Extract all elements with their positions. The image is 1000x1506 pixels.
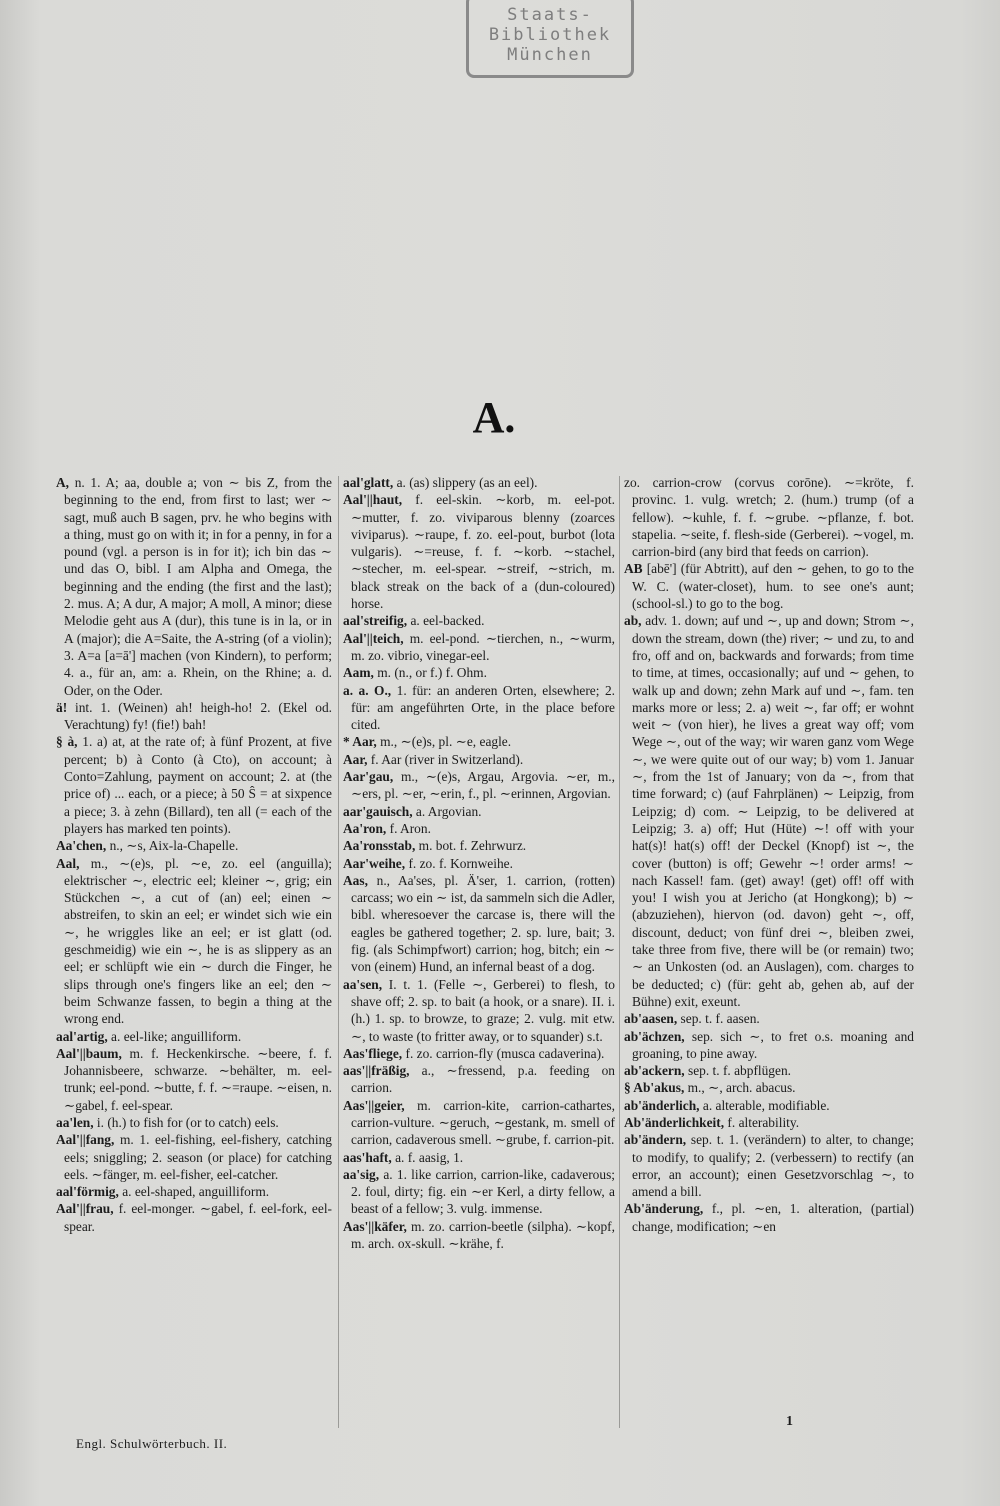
entry-definition: a. Argovian. bbox=[412, 803, 482, 819]
dictionary-entry bbox=[56, 1200, 332, 1235]
entry-definition: sep. t. f. aasen. bbox=[677, 1011, 760, 1027]
dictionary-entry bbox=[343, 612, 615, 629]
entry-definition: 1. a) at, at the rate of; à fünf Prozent, at five percent; b) à Conto (à Cto), on account; à Conto=Zahlung, payment on account; 2. at (the price of) ... each, or a piece; à 50 Ŝ = at sixpence a piece; 3. à zehn (Billard), ten all (= each of the players has marked ten points). bbox=[64, 734, 332, 836]
column-divider bbox=[338, 476, 339, 1428]
entry-definition: m. 1. eel-fishing, eel-fishery, catching eels; sniggling; 2. season (or place) for catching eels. ∼fänger, m. eel-fisher, eel-catcher. bbox=[64, 1132, 332, 1182]
entry-headword: Aal'||baum, bbox=[56, 1045, 122, 1061]
entry-headword: ab, bbox=[624, 613, 642, 629]
entry-definition: m., ∼, arch. abacus. bbox=[684, 1080, 796, 1096]
entry-definition: m., ∼(e)s, pl. ∼e, zo. eel (anguilla); elektrischer ∼, electric eel; kleiner ∼, grig; ein Stückchen ∼, a cut of (an) eel; einen ∼ abstreifen, to skin an eel; er windet sich wie ein ∼, he wriggles like an eel; er ist glatt (od. geschmeidig) wie ein ∼, he is as slippery as an eel; er schlüpft wie ein ∼ durch die Finger, he slips through one's fingers like an eel; den ∼ beim Schwanze fassen, to begin a thing at the wrong end. bbox=[64, 855, 332, 1027]
dictionary-entry bbox=[343, 474, 615, 491]
entry-definition: m. zo. carrion-beetle (silpha). ∼kopf, m. arch. ox-skull. ∼krähe, f. bbox=[351, 1218, 615, 1252]
stamp-line-3: München bbox=[507, 45, 593, 65]
entry-definition: a. eel-shaped, anguilliform. bbox=[118, 1184, 270, 1200]
dictionary-entry bbox=[343, 733, 615, 750]
entry-definition: adv. 1. down; auf und ∼, up and down; Strom ∼, down the stream, down (the) river; ∼ und zu, to and fro, off and on, backwards and forwards; from time to time, at times, occasionally; auf und ∼ gehen, to walk up and down; zehn Mark auf und ∼, fam. ten marks more or less; 2. a) weit ∼, far off; er wohnt weit ∼ (von hier), he lives a great way off; vom Wege ∼, out of the way; wir waren ganz vom Wege ∼, we were quite out of our way; b) vom 1. Januar ∼, from the 1st of January; von da ∼, from that time forward; c) (auf Fahrplänen) ∼ Leipzig, from Leipzig; d) com. ∼ Leipzig, to be delivered at Leipzig; 3. a) off; Hut (Hüte) ∼! off with your hat(s)! hat(s) off! der Deckel (Knopf) ist ∼, the cover (button) is off; Gewehr ∼! order arms! ∼ nach Kassel! fam. (get) away! (get) off! off with you! I wish you at Jericho (at Hongkong); b) ∼ (abzuziehen), hiervon (od. davon) geht ∼, off, discount, deduct; von fünf drei ∼, bleiben zwei, take three from five, there will be (or remain) two; ∼ an Unkosten (od. an Auslagen), com. charges to be deducted; c) (für: geht ab, gehen ab, auf der Bühne) exit, exeunt. bbox=[632, 613, 914, 1009]
dictionary-entry bbox=[56, 1131, 332, 1183]
dictionary-entry bbox=[343, 855, 615, 872]
entry-headword: Aar'gau, bbox=[343, 769, 394, 785]
dictionary-entry bbox=[343, 664, 615, 681]
entry-definition: m., ∼(e)s, pl. ∼e, eagle. bbox=[376, 734, 512, 750]
entry-headword: Aal'||frau, bbox=[56, 1201, 114, 1217]
entry-headword: § Ab'akus, bbox=[624, 1080, 685, 1096]
entry-headword: aa'sen, bbox=[343, 976, 383, 992]
entry-definition: sep. sich ∼, to fret o.s. moaning and groaning, to pine away. bbox=[632, 1028, 914, 1061]
entry-definition: a. (as) slippery (as an eel). bbox=[393, 475, 538, 490]
dictionary-entry bbox=[343, 1045, 615, 1062]
dictionary-entry bbox=[624, 1131, 914, 1200]
dictionary-entry bbox=[624, 1079, 914, 1096]
entry-definition: I. t. 1. (Felle ∼, Gerberei) to flesh, to shave off; 2. sp. to bait (a hook, or a snare). II. i. (h.) 1. sp. to browze, to graze; 2. vulg. mit etw. ∼, to waste (to fritter away, or to squander) s.t. bbox=[351, 976, 615, 1044]
entry-headword: § à, bbox=[56, 734, 78, 750]
entry-definition: m. eel-pond. ∼tierchen, n., ∼wurm, m. zo. vibrio, vinegar-eel. bbox=[351, 630, 615, 663]
entry-headword: ab'ändern, bbox=[624, 1132, 687, 1148]
dictionary-entry bbox=[343, 768, 615, 803]
entry-definition: sep. t. f. abpflügen. bbox=[684, 1063, 791, 1079]
dictionary-entry bbox=[624, 560, 914, 612]
entry-headword: aas'||fräßig, bbox=[343, 1063, 410, 1079]
entry-definition: int. 1. (Weinen) ah! heigh-ho! 2. (Ekel od. Verachtung) fy! (fie!) bah! bbox=[64, 699, 332, 733]
entry-headword: Aa'ronsstab, bbox=[343, 838, 416, 854]
entry-definition: n., ∼s, Aix-la-Chapelle. bbox=[106, 838, 239, 854]
page-number: 1 bbox=[786, 1414, 793, 1429]
column-3 bbox=[624, 474, 914, 1434]
entry-headword: ab'ackern, bbox=[624, 1063, 685, 1079]
stamp-line-1: Staats- bbox=[507, 5, 593, 25]
entry-headword: a. a. O., bbox=[343, 682, 392, 698]
entry-definition: [abē'] (für Abtritt), auf den ∼ gehen, to go to the W. C. (water-closet), hum. to see one's aunt; (school-sl.) to go to the bog. bbox=[632, 561, 914, 612]
dictionary-entry bbox=[343, 630, 615, 665]
stamp-line-2: Bibliothek bbox=[488, 25, 612, 45]
dictionary-entry bbox=[56, 699, 332, 734]
dictionary-entry bbox=[343, 820, 615, 837]
entry-headword: aar'gauisch, bbox=[343, 803, 413, 819]
entry-definition: m. (n., or f.) f. Ohm. bbox=[373, 665, 487, 681]
entry-definition: n., Aa'ses, pl. Ä'ser, 1. carrion, (rotten) carcass; wo ein ∼ ist, da sammeln sich die Adler, bibl. wheresoever the carcase is, there will the eagles be gathered together; 2. sp. lure, bait; 3. fig. (als Schimpfwort) carrion; hog, bitch; ein ∼ von (einem) Hund, an infernal beast of a dog. bbox=[351, 872, 615, 975]
dictionary-entry bbox=[624, 612, 914, 1010]
entry-headword: A, bbox=[56, 475, 70, 490]
dictionary-entry bbox=[56, 1028, 332, 1045]
page-footer: Engl. Schulwörterbuch. II. bbox=[76, 1436, 228, 1451]
entry-headword: AB bbox=[624, 561, 643, 577]
entry-headword: Aam, bbox=[343, 665, 374, 681]
entry-definition: m. bot. f. Zehrwurz. bbox=[415, 838, 527, 854]
entry-definition: zo. carrion-crow (corvus corōne). ∼=kröte, f. provinc. 1. vulg. wretch; 2. (hum.) trump (of a fellow). ∼kuhle, f. f. ∼grube. ∼pflanze, f. bot. stapelia. ∼seite, f. flesh-side (Gerberei). ∼vogel, m. carrion-bird (any bird that feeds on carrion). bbox=[624, 475, 914, 560]
dictionary-entry bbox=[56, 1114, 332, 1131]
entry-definition: a. alterable, modifiable. bbox=[699, 1097, 830, 1113]
dictionary-entry bbox=[624, 1200, 914, 1235]
dictionary-entry bbox=[343, 682, 615, 734]
entry-definition: n. 1. A; aa, double a; von ∼ bis Z, from the beginning to the end, from first to last; wer ∼ sagt, muß auch B sagen, prv. he who begins with a thing, must go on with it; in for a penny, in for a pound (vgl. a person is in for it); ich bin das ∼ und das O, bibl. I am Alpha and Omega, the beginning and the ending (the first and the last); 2. mus. A; A dur, A major; A moll, A minor; diese Melodie geht aus A (dur), this tune is in la, or in A (major); die A=Saite, the A-string (of a violin); 3. A=a [a=ā'] machen (von Kindern), to perform; 4. a., für an, am: a. Rhein, on the Rhine; a. d. Oder, on the Oder. bbox=[64, 475, 332, 698]
dictionary-entry bbox=[56, 837, 332, 854]
entry-definition: f. eel-monger. ∼gabel, f. eel-fork, eel-spear. bbox=[64, 1201, 332, 1234]
entry-definition: f. zo. f. Kornweihe. bbox=[405, 855, 513, 871]
column-1 bbox=[56, 474, 332, 1454]
entry-definition: m., ∼(e)s, Argau, Argovia. ∼er, m., ∼ers, pl. ∼er, ∼erin, f., pl. ∼erinnen, Argovian. bbox=[351, 769, 615, 802]
entry-definition: f., pl. ∼en, 1. alteration, (partial) change, modification; ∼en bbox=[632, 1201, 914, 1234]
entry-headword: Aas'fliege, bbox=[343, 1045, 403, 1061]
dictionary-entry bbox=[56, 733, 332, 837]
entry-definition: a. 1. like carrion, carrion-like, cadaverous; 2. foul, dirty; fig. ein ∼er Kerl, a dirty fellow, a beast of a fellow; 3. vulg. immense. bbox=[351, 1166, 615, 1217]
dictionary-entry bbox=[343, 751, 615, 768]
entry-definition: a. eel-like; anguilliform. bbox=[107, 1028, 242, 1044]
entry-headword: aal'glatt, bbox=[343, 475, 394, 490]
entry-definition: a. eel-backed. bbox=[407, 613, 485, 629]
dictionary-entry bbox=[624, 1010, 914, 1027]
entry-definition: a. f. aasig, 1. bbox=[391, 1149, 464, 1165]
entry-definition: i. (h.) to fish for (or to catch) eels. bbox=[93, 1114, 279, 1130]
entry-headword: Aal'||haut, bbox=[343, 492, 403, 508]
entry-definition: f. eel-skin. ∼korb, m. eel-pot. ∼mutter, f. zo. viviparous blenny (zoarces viviparus). ∼raupe, f. zo. eel-pout, burbot (lota vulgaris). ∼=reuse, f. f. ∼korb. ∼stachel, ∼stecher, m. eel-spear. ∼streif, ∼strich, m. black streak on the back of a (dun-coloured) horse. bbox=[351, 492, 615, 612]
dictionary-entry bbox=[56, 1183, 332, 1200]
dictionary-entry bbox=[56, 474, 332, 699]
dictionary-entry bbox=[343, 1166, 615, 1218]
entry-definition: m. carrion-kite, carrion-cathartes, carrion-vulture. ∼geruch, ∼gestank, m. smell of carrion, cadaverous smell. ∼grube, f. carrion-pit. bbox=[351, 1097, 615, 1148]
entry-definition: a., ∼fressend, p.a. feeding on carrion. bbox=[351, 1063, 615, 1096]
entry-definition: sep. t. 1. (verändern) to alter, to change; to modify, to qualify; 2. (verbessern) to rectify (an error, an account); einen Gesetzvorschlag ∼, to amend a bill. bbox=[632, 1132, 914, 1200]
dictionary-entry bbox=[343, 1149, 615, 1166]
entry-headword: aa'sig, bbox=[343, 1166, 380, 1182]
dictionary-entry bbox=[624, 1114, 914, 1131]
entry-headword: Aal, bbox=[56, 855, 80, 871]
entry-headword: aal'streifig, bbox=[343, 613, 408, 629]
entry-headword: ab'änderlich, bbox=[624, 1097, 700, 1113]
entry-headword: ab'aasen, bbox=[624, 1011, 678, 1027]
entry-headword: ä! bbox=[56, 699, 68, 715]
library-stamp bbox=[466, 0, 634, 78]
entry-definition: f. alterability. bbox=[724, 1114, 800, 1130]
dictionary-entry bbox=[343, 837, 615, 854]
dictionary-entry bbox=[624, 1028, 914, 1063]
dictionary-entry bbox=[343, 491, 615, 612]
entry-headword: ab'ächzen, bbox=[624, 1028, 685, 1044]
entry-headword: aal'förmig, bbox=[56, 1184, 119, 1200]
entry-headword: Aal'||fang, bbox=[56, 1132, 115, 1148]
entry-headword: Aas'||käfer, bbox=[343, 1218, 407, 1234]
dictionary-entry bbox=[343, 872, 615, 976]
entry-headword: Ab'änderlichkeit, bbox=[624, 1114, 725, 1130]
dictionary-entry bbox=[343, 1097, 615, 1149]
entry-headword: Aar, bbox=[343, 751, 368, 767]
dictionary-entry bbox=[343, 1218, 615, 1253]
entry-headword: Ab'änderung, bbox=[624, 1201, 704, 1217]
dictionary-entry bbox=[56, 855, 332, 1028]
entry-definition: f. Aron. bbox=[386, 820, 431, 836]
entry-definition: f. zo. carrion-fly (musca cadaverina). bbox=[402, 1045, 605, 1061]
dictionary-entry bbox=[624, 1062, 914, 1079]
entry-headword: aal'artig, bbox=[56, 1028, 108, 1044]
column-divider bbox=[619, 476, 620, 1428]
section-letter: A. bbox=[472, 393, 516, 442]
entry-headword: * Aar, bbox=[343, 734, 377, 750]
entry-headword: Aal'||teich, bbox=[343, 630, 404, 646]
entry-headword: Aa'ron, bbox=[343, 820, 387, 836]
dictionary-entry bbox=[343, 803, 615, 820]
entry-headword: Aar'weihe, bbox=[343, 855, 406, 871]
entry-headword: Aa'chen, bbox=[56, 838, 107, 854]
entry-definition: f. Aar (river in Switzerland). bbox=[367, 751, 524, 767]
entry-headword: Aas, bbox=[343, 872, 368, 888]
dictionary-entry bbox=[343, 976, 615, 1045]
dictionary-entry bbox=[343, 1062, 615, 1097]
entry-headword: Aas'||geier, bbox=[343, 1097, 405, 1113]
column-2 bbox=[343, 474, 615, 1434]
entry-definition: m. f. Heckenkirsche. ∼beere, f. f. Johannisbeere, schwarze. ∼behälter, m. eel-trunk; eel-pond. ∼butte, f. f. ∼=raupe. ∼eisen, n. ∼gabel, f. eel-spear. bbox=[64, 1045, 332, 1113]
entry-definition: 1. für: an anderen Orten, elsewhere; 2. für: am angeführten Orte, in the place before cited. bbox=[351, 682, 615, 733]
entry-headword: aa'len, bbox=[56, 1114, 94, 1130]
entry-headword: aas'haft, bbox=[343, 1149, 392, 1165]
dictionary-entry bbox=[624, 474, 914, 560]
dictionary-entry bbox=[624, 1097, 914, 1114]
dictionary-entry bbox=[56, 1045, 332, 1114]
